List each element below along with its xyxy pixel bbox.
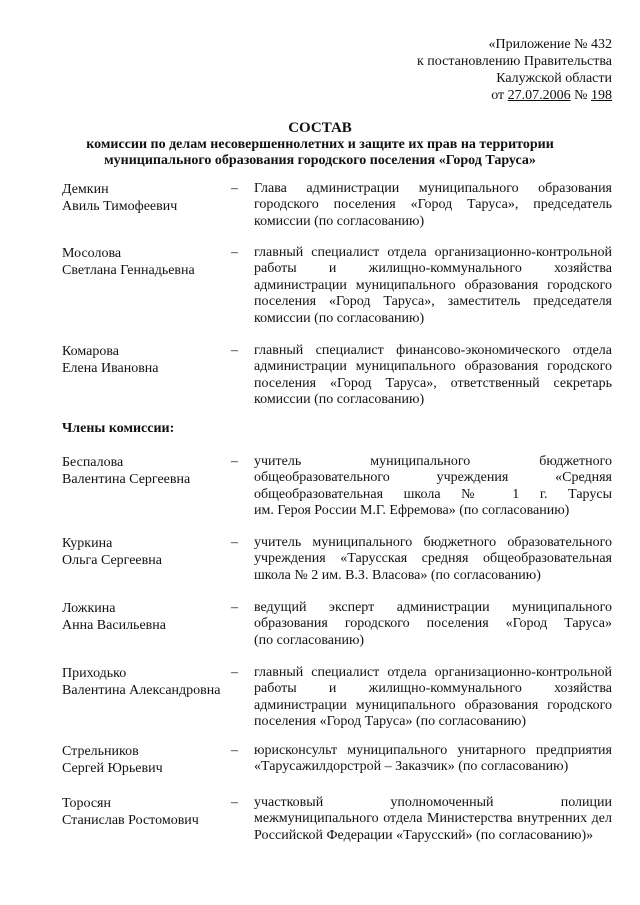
position-line: юрисконсульт муниципального унитарного предприятия <box>254 743 612 758</box>
person-position <box>254 743 612 776</box>
document-title <box>0 119 640 169</box>
position-line: комиссии (по согласованию) <box>254 310 425 326</box>
position-line: им. Героя России М.Г. Ефремова» (по согласованию) <box>254 503 570 519</box>
person-given-name: Сергей Юрьевич <box>62 761 163 776</box>
person-surname: Беспалова <box>62 455 124 470</box>
person-position <box>254 343 612 409</box>
person-given-name: Елена Ивановна <box>62 361 159 376</box>
person-name <box>62 454 222 488</box>
position-line: школа № 2 им. В.З. Власова» (по согласованию) <box>254 567 541 583</box>
position-line: главный специалист финансово-экономического отдела <box>254 343 612 358</box>
position-line: Российской Федерации «Тарусский» (по согласованию)» <box>254 827 594 843</box>
members-heading: Члены комиссии: <box>62 421 175 436</box>
person-given-name: Авиль Тимофеевич <box>62 199 178 214</box>
person-position <box>254 600 612 649</box>
person-surname: Демкин <box>62 182 109 197</box>
position-line: учитель муниципального бюджетного образовательного <box>254 535 612 550</box>
position-line: ведущий эксперт администрации муниципального <box>254 600 612 615</box>
person-position <box>254 454 612 520</box>
person-name <box>62 665 222 699</box>
person-given-name: Светлана Геннадьевна <box>62 263 195 278</box>
person-surname: Приходько <box>62 666 127 681</box>
position-line: работы и жилищно-коммунального хозяйства <box>254 681 612 697</box>
position-line: (по согласованию) <box>254 632 365 648</box>
annex-date-prefix: от <box>491 88 508 103</box>
person-name <box>62 535 222 569</box>
annex-number: 198 <box>591 88 612 103</box>
position-line: главный специалист отдела организационно-контрольной <box>254 665 612 680</box>
entry-dash: – <box>231 600 238 615</box>
position-line: городского поселения «Город Таруса», председатель <box>254 197 612 213</box>
person-name <box>62 600 222 634</box>
person-name <box>62 245 222 279</box>
position-line: учитель муниципального бюджетного <box>254 454 612 469</box>
position-line: Глава администрации муниципального образования <box>254 181 612 196</box>
position-line: межмуниципального отдела Министерства внутренних дел <box>254 811 612 827</box>
person-surname: Комарова <box>62 344 119 359</box>
position-line: поселения «Город Таруса» (по согласованию) <box>254 714 527 730</box>
position-line: учреждения «Тарусская средняя общеобразовательная <box>254 551 612 567</box>
position-line: администрации муниципального образования городского <box>254 697 612 713</box>
annex-date: 27.07.2006 <box>507 88 571 103</box>
position-line: «Тарусажилдорстрой – Заказчик» (по согласованию) <box>254 759 569 775</box>
position-line: поселения «Город Таруса», заместитель председателя <box>254 294 612 310</box>
person-position <box>254 245 612 327</box>
person-surname: Стрельников <box>62 744 139 759</box>
person-surname: Торосян <box>62 796 111 811</box>
person-position <box>254 535 612 584</box>
position-line: работы и жилищно-коммунального хозяйства <box>254 261 612 277</box>
title-heading: СОСТАВ <box>288 120 352 136</box>
position-line: главный специалист отдела организационно-контрольной <box>254 245 612 260</box>
position-line: образования городского поселения «Город Таруса» <box>254 616 612 632</box>
entry-dash: – <box>231 454 238 469</box>
person-given-name: Станислав Ростомович <box>62 813 199 828</box>
person-surname: Куркина <box>62 536 113 551</box>
position-line: общеобразовательного учреждения «Средняя <box>254 470 612 486</box>
person-given-name: Валентина Александровна <box>62 683 221 698</box>
entry-dash: – <box>231 743 238 758</box>
entry-dash: – <box>231 245 238 260</box>
annex-header <box>417 36 612 104</box>
annex-line-3: Калужской области <box>496 71 612 86</box>
position-line: комиссии (по согласованию) <box>254 213 425 229</box>
person-given-name: Анна Васильевна <box>62 618 166 633</box>
person-name <box>62 743 222 777</box>
title-subtitle-1: комиссии по делам несовершеннолетних и защите их прав на территории <box>86 137 554 152</box>
position-line: комиссии (по согласованию) <box>254 392 425 408</box>
person-name <box>62 343 222 377</box>
person-position <box>254 665 612 731</box>
person-position <box>254 181 612 230</box>
annex-line-1: «Приложение № 432 <box>488 37 612 52</box>
person-surname: Мосолова <box>62 246 122 261</box>
title-subtitle-2: муниципального образования городского поселения «Город Таруса» <box>104 153 536 168</box>
person-position <box>254 795 612 844</box>
entry-dash: – <box>231 665 238 680</box>
entry-dash: – <box>231 181 238 196</box>
person-name <box>62 795 222 829</box>
person-given-name: Валентина Сергеевна <box>62 472 191 487</box>
position-line: поселения «Город Таруса», ответственный секретарь <box>254 375 612 391</box>
person-given-name: Ольга Сергеевна <box>62 553 162 568</box>
position-line: участковый уполномоченный полиции <box>254 795 612 810</box>
person-surname: Ложкина <box>62 601 116 616</box>
entry-dash: – <box>231 795 238 810</box>
entry-dash: – <box>231 343 238 358</box>
annex-number-sign: № <box>570 88 591 103</box>
position-line: администрации муниципального образования городского <box>254 277 612 293</box>
position-line: администрации муниципального образования городского <box>254 359 612 375</box>
entry-dash: – <box>231 535 238 550</box>
annex-line-4 <box>417 87 612 104</box>
position-line: общеобразовательная школа № 1 г. Тарусы <box>254 486 612 502</box>
person-name <box>62 181 222 215</box>
annex-line-2: к постановлению Правительства <box>416 54 612 69</box>
